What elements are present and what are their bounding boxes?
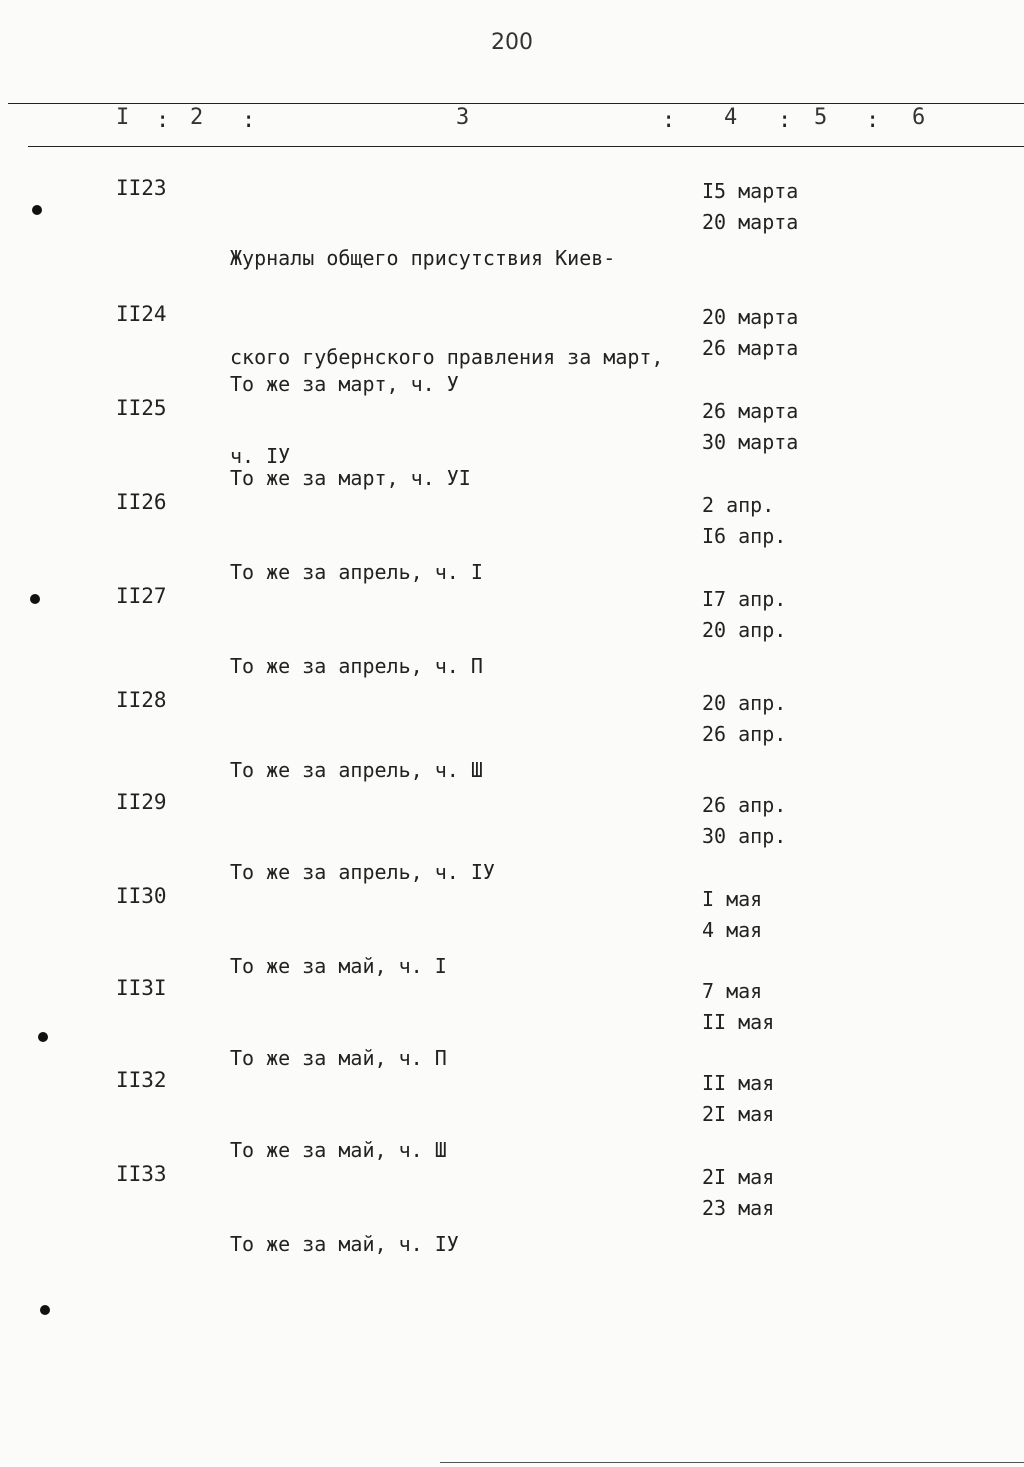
description-line: То же за март, ч. У bbox=[230, 372, 459, 396]
column-header-2: 2 bbox=[190, 105, 204, 130]
start-date: 7 мая bbox=[702, 979, 763, 1003]
record-dates bbox=[702, 396, 798, 458]
record-number: II27 bbox=[116, 584, 167, 608]
column-separator: : bbox=[866, 108, 880, 133]
start-date: I мая bbox=[702, 887, 763, 911]
record-number: II28 bbox=[116, 688, 167, 712]
end-date: 23 мая bbox=[702, 1196, 775, 1220]
start-date: 26 апр. bbox=[702, 793, 787, 817]
record-dates bbox=[702, 688, 786, 750]
record-dates bbox=[702, 790, 786, 852]
end-date: I6 апр. bbox=[702, 524, 787, 548]
description-line: Журналы общего присутствия Киев- bbox=[230, 246, 616, 270]
description-line: То же за май, ч. Ш bbox=[230, 1138, 447, 1162]
end-date: 20 марта bbox=[702, 210, 799, 234]
header-bottom-rule bbox=[28, 146, 1024, 147]
record-dates bbox=[702, 302, 798, 364]
column-separator: : bbox=[156, 108, 170, 133]
header-top-rule bbox=[8, 103, 1024, 104]
column-separator: : bbox=[778, 108, 792, 133]
binder-hole-mark bbox=[40, 1305, 50, 1315]
start-date: 26 марта bbox=[702, 399, 799, 423]
record-dates bbox=[702, 976, 774, 1038]
record-number: II30 bbox=[116, 884, 167, 908]
end-date: 30 апр. bbox=[702, 824, 787, 848]
binder-hole-mark bbox=[38, 1032, 48, 1042]
column-header-1: I bbox=[116, 105, 130, 130]
start-date: I5 марта bbox=[702, 179, 799, 203]
start-date: II мая bbox=[702, 1071, 775, 1095]
start-date: 20 марта bbox=[702, 305, 799, 329]
record-dates bbox=[702, 490, 786, 552]
record-dates bbox=[702, 884, 762, 946]
record-dates bbox=[702, 1162, 774, 1224]
record-number: II23 bbox=[116, 176, 167, 200]
record-number: II26 bbox=[116, 490, 167, 514]
description-line: То же за апрель, ч. Ш bbox=[230, 758, 483, 782]
start-date: I7 апр. bbox=[702, 587, 787, 611]
record-number: II25 bbox=[116, 396, 167, 420]
start-date: 20 апр. bbox=[702, 691, 787, 715]
description-line: То же за апрель, ч. I bbox=[230, 560, 483, 584]
column-separator: : bbox=[242, 108, 256, 133]
description-line: То же за май, ч. П bbox=[230, 1046, 447, 1070]
record-number: II29 bbox=[116, 790, 167, 814]
end-date: II мая bbox=[702, 1010, 775, 1034]
description-line: То же за апрель, ч. IУ bbox=[230, 860, 495, 884]
end-date: 20 апр. bbox=[702, 618, 787, 642]
end-date: 26 марта bbox=[702, 336, 799, 360]
record-number: II32 bbox=[116, 1068, 167, 1092]
column-header-6: 6 bbox=[912, 105, 926, 130]
record-dates bbox=[702, 584, 786, 646]
binder-hole-mark bbox=[32, 205, 42, 215]
column-header-5: 5 bbox=[814, 105, 828, 130]
end-date: 26 апр. bbox=[702, 722, 787, 746]
start-date: 2 апр. bbox=[702, 493, 775, 517]
description-line: То же за апрель, ч. П bbox=[230, 654, 483, 678]
end-date: 4 мая bbox=[702, 918, 763, 942]
description-line: ского губернского правления за март, bbox=[230, 345, 664, 369]
page-bottom-edge bbox=[440, 1462, 1024, 1463]
description-line: То же за март, ч. УI bbox=[230, 466, 471, 490]
description-line: То же за май, ч. I bbox=[230, 954, 447, 978]
start-date: 2I мая bbox=[702, 1165, 775, 1189]
end-date: 2I мая bbox=[702, 1102, 775, 1126]
record-number: II33 bbox=[116, 1162, 167, 1186]
binder-hole-mark bbox=[30, 594, 40, 604]
record-description bbox=[230, 1162, 459, 1327]
page-number: 200 bbox=[491, 30, 533, 55]
end-date: 30 марта bbox=[702, 430, 799, 454]
column-header-3: 3 bbox=[456, 105, 470, 130]
column-separator: : bbox=[662, 108, 676, 133]
description-line: То же за май, ч. IУ bbox=[230, 1232, 459, 1256]
record-number: II24 bbox=[116, 302, 167, 326]
record-dates bbox=[702, 176, 798, 238]
record-number: II3I bbox=[116, 976, 167, 1000]
column-header-4: 4 bbox=[724, 105, 738, 130]
record-dates bbox=[702, 1068, 774, 1130]
description-line: ч. IУ bbox=[230, 444, 291, 468]
